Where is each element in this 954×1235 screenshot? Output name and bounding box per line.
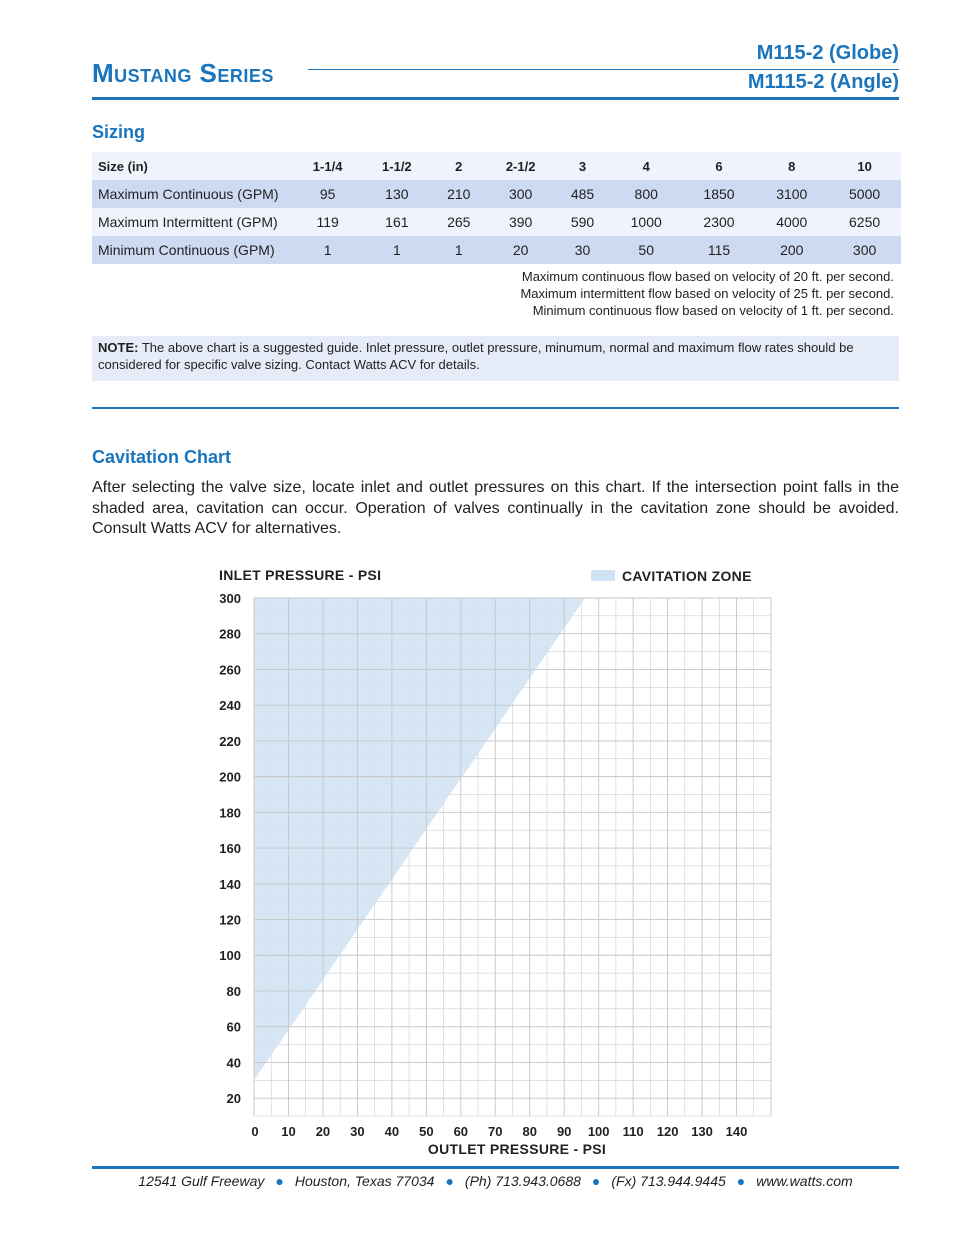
header-rule-thin <box>308 69 899 70</box>
bullet-icon: ● <box>445 1173 454 1189</box>
table-cell: 800 <box>610 180 683 208</box>
table-cell: 30 <box>555 236 610 264</box>
bullet-icon: ● <box>736 1173 746 1189</box>
x-tick-label: 20 <box>315 1124 331 1139</box>
note-text: The above chart is a suggested guide. Inlet pressure, outlet pressure, minumum, normal and maximum flow rates should be considered for specific valve sizing. Contact Watts ACV for details. <box>98 340 854 372</box>
size-header-cell: 6 <box>683 152 756 180</box>
model-angle: M1115-2 (Angle) <box>747 71 899 93</box>
table-cell: 1000 <box>610 208 683 236</box>
x-tick-label: 30 <box>350 1124 365 1139</box>
y-tick-label: 60 <box>226 1019 241 1035</box>
size-header-cell: 1-1/4 <box>293 152 362 180</box>
table-cell: 115 <box>683 236 756 264</box>
legend-swatch <box>591 570 615 581</box>
size-header-cell: 2 <box>431 152 486 180</box>
size-header-cell: 8 <box>755 152 828 180</box>
x-tick-label: 50 <box>419 1124 434 1139</box>
footer-phone: (Ph) 713.943.0688 <box>464 1173 581 1189</box>
table-cell: 130 <box>362 180 431 208</box>
row-label: Maximum Intermittent (GPM) <box>92 208 293 236</box>
x-tick-label: 0 <box>251 1124 259 1139</box>
y-tick-label: 20 <box>226 1091 241 1107</box>
flow-notes <box>520 268 894 319</box>
cavitation-zone <box>254 598 585 1080</box>
footer-web[interactable]: www.watts.com <box>756 1173 853 1189</box>
y-tick-label: 120 <box>219 912 241 928</box>
table-cell: 1 <box>431 236 486 264</box>
table-cell: 210 <box>431 180 486 208</box>
y-tick-label: 180 <box>219 805 241 821</box>
row-label: Maximum Continuous (GPM) <box>92 180 293 208</box>
x-tick-label: 130 <box>691 1124 713 1139</box>
row-label: Minimum Continuous (GPM) <box>92 236 293 264</box>
footer <box>92 1173 899 1189</box>
x-tick-label: 110 <box>622 1124 644 1139</box>
table-cell: 95 <box>293 180 362 208</box>
sizing-table <box>92 152 901 264</box>
table-cell: 5000 <box>828 180 901 208</box>
grid-minor <box>254 598 771 1116</box>
y-tick-label: 100 <box>219 948 241 964</box>
y-axis-label: INLET PRESSURE - PSI <box>219 567 382 583</box>
y-tick-label: 80 <box>226 983 241 999</box>
x-tick-label: 60 <box>453 1124 469 1139</box>
table-cell: 300 <box>486 180 555 208</box>
note-label: NOTE: <box>98 340 139 355</box>
table-cell: 300 <box>828 236 901 264</box>
table-cell: 1 <box>362 236 431 264</box>
table-cell: 200 <box>755 236 828 264</box>
y-tick-label: 160 <box>219 841 241 857</box>
bullet-icon: ● <box>275 1173 284 1189</box>
flow-note: Maximum intermittent flow based on velocity of 25 ft. per second. <box>520 286 894 301</box>
x-tick-label: 100 <box>587 1124 610 1139</box>
section-divider <box>92 407 899 409</box>
y-tick-label: 40 <box>226 1055 241 1071</box>
table-cell: 1 <box>293 236 362 264</box>
note-box <box>92 336 899 381</box>
table-cell: 265 <box>431 208 486 236</box>
cavitation-intro: After selecting the valve size, locate inlet and outlet pressures on this chart. If the intersection point falls in the shaded area, cavitation can occur. Operation of valves continually in the cavitation zone should be avoided. Consult Watts ACV for alternatives. <box>92 479 899 537</box>
table-cell: 6250 <box>828 208 901 236</box>
size-header-cell: 10 <box>828 152 901 180</box>
size-header-cell: 2-1/2 <box>486 152 555 180</box>
model-globe: M115-2 (Globe) <box>756 42 899 64</box>
footer-rule <box>92 1166 899 1169</box>
table-cell: 390 <box>486 208 555 236</box>
sizing-heading: Sizing <box>92 122 145 142</box>
table-row <box>92 236 901 264</box>
y-tick-label: 140 <box>219 876 241 892</box>
y-tick-label: 220 <box>219 733 241 749</box>
table-cell: 3100 <box>755 180 828 208</box>
x-tick-label: 10 <box>281 1124 296 1139</box>
size-header-label: Size (in) <box>92 152 293 180</box>
table-cell: 1850 <box>683 180 756 208</box>
table-row <box>92 208 901 236</box>
bullet-icon: ● <box>591 1173 601 1189</box>
x-tick-label: 80 <box>522 1124 537 1139</box>
x-axis-ticks <box>251 1124 747 1139</box>
table-cell: 590 <box>555 208 610 236</box>
table-cell: 2300 <box>683 208 756 236</box>
series-title: Mustang Series <box>92 58 274 88</box>
table-cell: 4000 <box>755 208 828 236</box>
size-header-cell: 1-1/2 <box>362 152 431 180</box>
x-tick-label: 140 <box>725 1124 748 1139</box>
size-header-row <box>92 152 901 180</box>
table-cell: 119 <box>293 208 362 236</box>
x-tick-label: 70 <box>488 1124 503 1139</box>
flow-note: Minimum continuous flow based on velocity of 1 ft. per second. <box>532 303 894 318</box>
size-header-cell: 4 <box>610 152 683 180</box>
legend-label: CAVITATION ZONE <box>622 568 752 584</box>
table-row <box>92 180 901 208</box>
table-cell: 161 <box>362 208 431 236</box>
x-tick-label: 90 <box>556 1124 572 1139</box>
x-tick-label: 40 <box>384 1124 400 1139</box>
grid-major <box>254 598 771 1116</box>
size-header-cell: 3 <box>555 152 610 180</box>
y-axis-ticks <box>219 591 241 1106</box>
flow-note: Maximum continuous flow based on velocity of 20 ft. per second. <box>521 269 894 284</box>
cavitation-heading: Cavitation Chart <box>92 447 232 467</box>
header-rule-thick <box>92 97 899 100</box>
table-cell: 20 <box>486 236 555 264</box>
y-tick-label: 300 <box>219 591 241 606</box>
table-cell: 50 <box>610 236 683 264</box>
y-tick-label: 240 <box>219 698 241 714</box>
y-tick-label: 260 <box>219 662 241 678</box>
footer-city: Houston, Texas 77034 <box>294 1173 435 1189</box>
x-tick-label: 120 <box>656 1124 679 1139</box>
table-cell: 485 <box>555 180 610 208</box>
y-tick-label: 200 <box>219 769 241 785</box>
footer-address: 12541 Gulf Freeway <box>138 1173 265 1189</box>
x-axis-label: OUTLET PRESSURE - PSI <box>427 1141 607 1157</box>
footer-fax: (Fx) 713.944.9445 <box>611 1173 726 1189</box>
y-tick-label: 280 <box>219 626 241 642</box>
